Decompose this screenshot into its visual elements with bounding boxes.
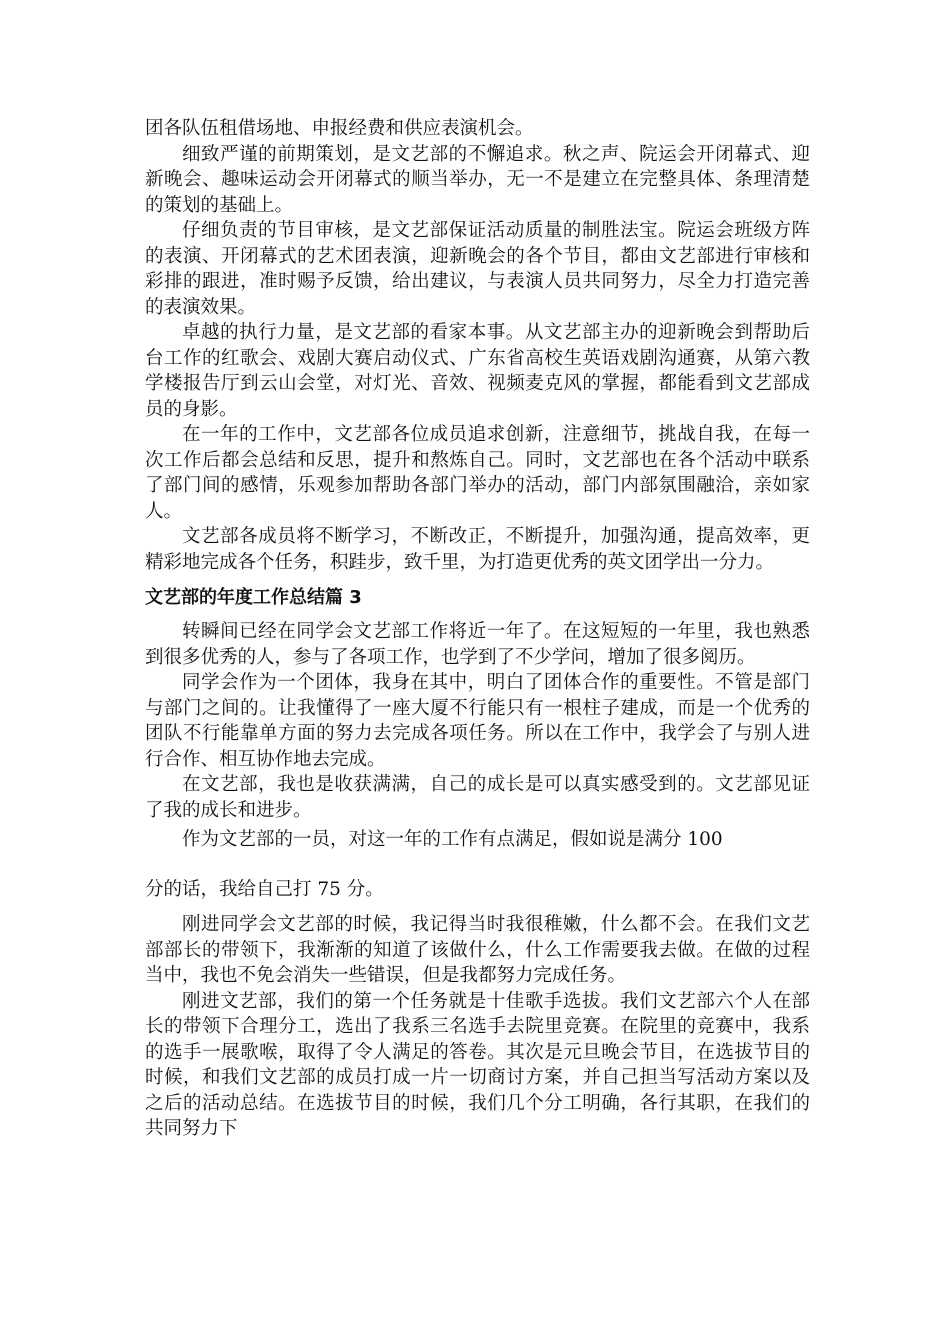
paragraph-10-line-2: 分的话，我给自己打 75 分。 (145, 878, 384, 900)
paragraph-3: 仔细负责的节目审核，是文艺部保证活动质量的制胜法宝。院运会班级方阵的表演、开闭幕式的艺术团表演，迎新晚会的各个节目，都由文艺部进行审核和彩排的跟进，准时赐予反馈，给出建议，与表演人员共同努力，尽全力打造完善的表演效果。 (145, 220, 810, 318)
document-page (145, 116, 810, 1142)
paragraph-9: 在文艺部，我也是收获满满，自己的成长是可以真实感受到的。文艺部见证了我的成长和进步。 (145, 774, 810, 821)
paragraph-11: 刚进同学会文艺部的时候，我记得当时我很稚嫩，什么都不会。在我们文艺部部长的带领下，我渐渐的知道了该做什么，什么工作需要我去做。在做的过程当中，我也不免会消失一些错误，但是我都努力完成任务。 (145, 914, 810, 986)
paragraph-2: 细致严谨的前期策划，是文艺部的不懈追求。秋之声、院运会开闭幕式、迎新晚会、趣味运动会开闭幕式的顺当举办，无一不是建立在完整具体、条理清楚的策划的基础上。 (145, 143, 810, 216)
paragraph-7: 转瞬间已经在同学会文艺部工作将近一年了。在这短短的一年里，我也熟悉到很多优秀的人，参与了各项工作，也学到了不少学问，增加了很多阅历。 (145, 621, 810, 668)
paragraph-8: 同学会作为一个团体，我身在其中，明白了团体合作的重要性。不管是部门与部门之间的。让我懂得了一座大厦不行能只有一根柱子建成，而是一个优秀的团队不行能靠单方面的努力去完成各项任务。所以在工作中，我学会了与别人进行合作、相互协作地去完成。 (145, 672, 810, 770)
paragraph-12: 刚进文艺部，我们的第一个任务就是十佳歌手选拔。我们文艺部六个人在部长的带领下合理分工，选出了我系三名选手去院里竞赛。在院里的竞赛中，我系的选手一展歌喉，取得了令人满足的答卷。其次是元旦晚会节目，在选拔节目的时候，和我们文艺部的成员打成一片一切商讨方案，并自己担当写活动方案以及之后的活动总结。在选拔节目的时候，我们几个分工明确，各行其职，在我们的共同努力下 (145, 990, 810, 1139)
paragraph-1: 团各队伍租借场地、申报经费和供应表演机会。 (145, 118, 534, 139)
paragraph-5: 在一年的工作中，文艺部各位成员追求创新，注意细节，挑战自我，在每一次工作后都会总结和反思，提升和熬炼自己。同时，文艺部也在各个活动中联系了部门间的感情，乐观参加帮助各部门举办的活动，部门内部氛围融洽，亲如家人。 (145, 424, 810, 522)
paragraph-10-line-1: 作为文艺部的一员，对这一年的工作有点满足，假如说是满分 100 (182, 829, 723, 850)
paragraph-4: 卓越的执行力量，是文艺部的看家本事。从文艺部主办的迎新晚会到帮助后台工作的红歌会、戏剧大赛启动仪式、广东省高校生英语戏剧沟通赛，从第六教学楼报告厅到云山会堂，对灯光、音效、视频麦克风的掌握，都能看到文艺部成员的身影。 (145, 322, 810, 420)
paragraph-6: 文艺部各成员将不断学习，不断改正，不断提升，加强沟通，提高效率，更精彩地完成各个任务，积跬步，致千里，为打造更优秀的英文团学出一分力。 (145, 526, 810, 573)
section-heading: 文艺部的年度工作总结篇 3 (145, 587, 362, 608)
